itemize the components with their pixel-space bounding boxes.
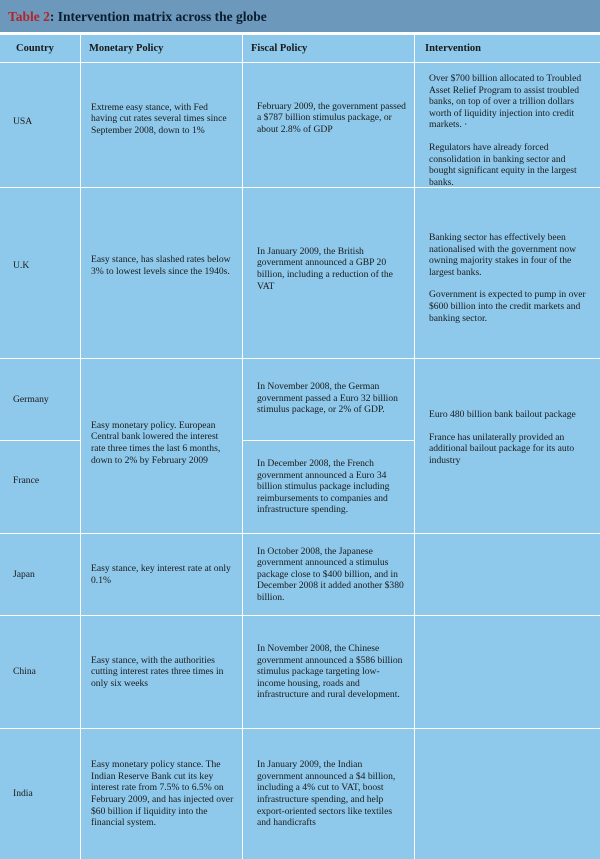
intervention-usa-p1: Over $700 billion allocated to Troubled Asset Relief Program to assist troubled banks, on top of over a trillion dollars worth of liquidity injection into credit markets. · <box>429 73 582 131</box>
country-germany: Germany <box>0 359 80 440</box>
intervention-uk-p2: Government is expected to pump in over $600 billion into the credit markets and banking sector. <box>429 289 586 324</box>
fiscal-germany: In November 2008, the German government passed a Euro 32 billion stimulus package, or 2% of GDP. <box>243 359 414 440</box>
table-caption: : Intervention matrix across the globe <box>49 9 267 24</box>
header-fiscal-policy: Fiscal Policy <box>243 35 414 62</box>
grid-line <box>414 35 415 859</box>
intervention-japan <box>415 534 600 615</box>
monetary-germany-france: Easy monetary policy. European Central bank lowered the interest rate three times the last 6 months, down to 2% by February 2009 <box>81 359 242 533</box>
grid-line <box>0 358 600 359</box>
intervention-usa <box>415 63 600 187</box>
header-monetary-policy: Monetary Policy <box>81 35 242 62</box>
intervention-gf-p2: France has unilaterally provided an additional bailout package for its auto industry <box>429 431 575 466</box>
country-india: India <box>0 729 80 859</box>
fiscal-china: In November 2008, the Chinese government announced a $586 billion stimulus package targeting low-income housing, roads and infrastructure and rural development. <box>243 616 414 728</box>
monetary-uk: Easy stance, has slashed rates below 3% to lowest levels since the 1940s. <box>81 188 242 358</box>
grid-line <box>242 440 415 441</box>
grid-line <box>0 728 600 729</box>
header-country: Country <box>0 35 80 62</box>
country-uk: U.K <box>0 188 80 358</box>
intervention-germany-france <box>415 359 600 533</box>
country-usa: USA <box>0 63 80 187</box>
country-france: France <box>0 441 80 533</box>
intervention-china <box>415 616 600 728</box>
intervention-uk-p1: Banking sector has effectively been nationalised with the government now owning majority stakes in four of the largest banks. <box>429 232 577 278</box>
grid-line <box>0 615 600 616</box>
monetary-india: Easy monetary policy stance. The Indian Reserve Bank cut its key interest rate from 7.5% to 6.5% on February 2009, and has injected over $60 billion if liquidity into the financial system. <box>81 729 242 859</box>
fiscal-france: In December 2008, the French government announced a Euro 34 billion stimulus package including reimbursements to companies and infrastructure spending. <box>243 441 414 533</box>
country-japan: Japan <box>0 534 80 615</box>
monetary-japan: Easy stance, key interest rate at only 0.1% <box>81 534 242 615</box>
table-number: Table 2 <box>8 9 50 24</box>
intervention-usa-p2: Regulators have already forced consolidation in banking sector and bought significant equity in the largest banks. <box>429 141 577 187</box>
country-china: China <box>0 616 80 728</box>
monetary-usa: Extreme easy stance, with Fed having cut rates several times since September 2008, down to 1% <box>81 63 242 187</box>
fiscal-uk: In January 2009, the British government announced a GBP 20 billion, including a reduction of the VAT <box>243 188 414 358</box>
grid-line <box>0 533 600 534</box>
fiscal-usa: February 2009, the government passed a $787 billion stimulus package, or about 2.8% of GDP <box>243 63 414 187</box>
grid-line <box>0 62 600 63</box>
grid-line <box>242 35 243 859</box>
table-title <box>0 0 600 32</box>
monetary-china: Easy stance, with the authorities cutting interest rates three times in only six weeks <box>81 616 242 728</box>
grid-line <box>0 187 600 188</box>
grid-line <box>80 35 81 859</box>
fiscal-japan: In October 2008, the Japanese government announced a stimulus package close to $400 billion, and in December 2008 it added another $380 billion. <box>243 534 414 615</box>
grid-line <box>0 440 81 441</box>
intervention-gf-p1: Euro 480 billion bank bailout package <box>429 409 576 420</box>
intervention-uk <box>415 188 600 358</box>
intervention-india <box>415 729 600 859</box>
header-intervention: Intervention <box>415 35 600 62</box>
fiscal-india: In January 2009, the Indian government announced a $4 billion, including a 4% cut to VAT, boost infrastructure spending, and help export-oriented sectors like textiles and handicrafts <box>243 729 414 859</box>
